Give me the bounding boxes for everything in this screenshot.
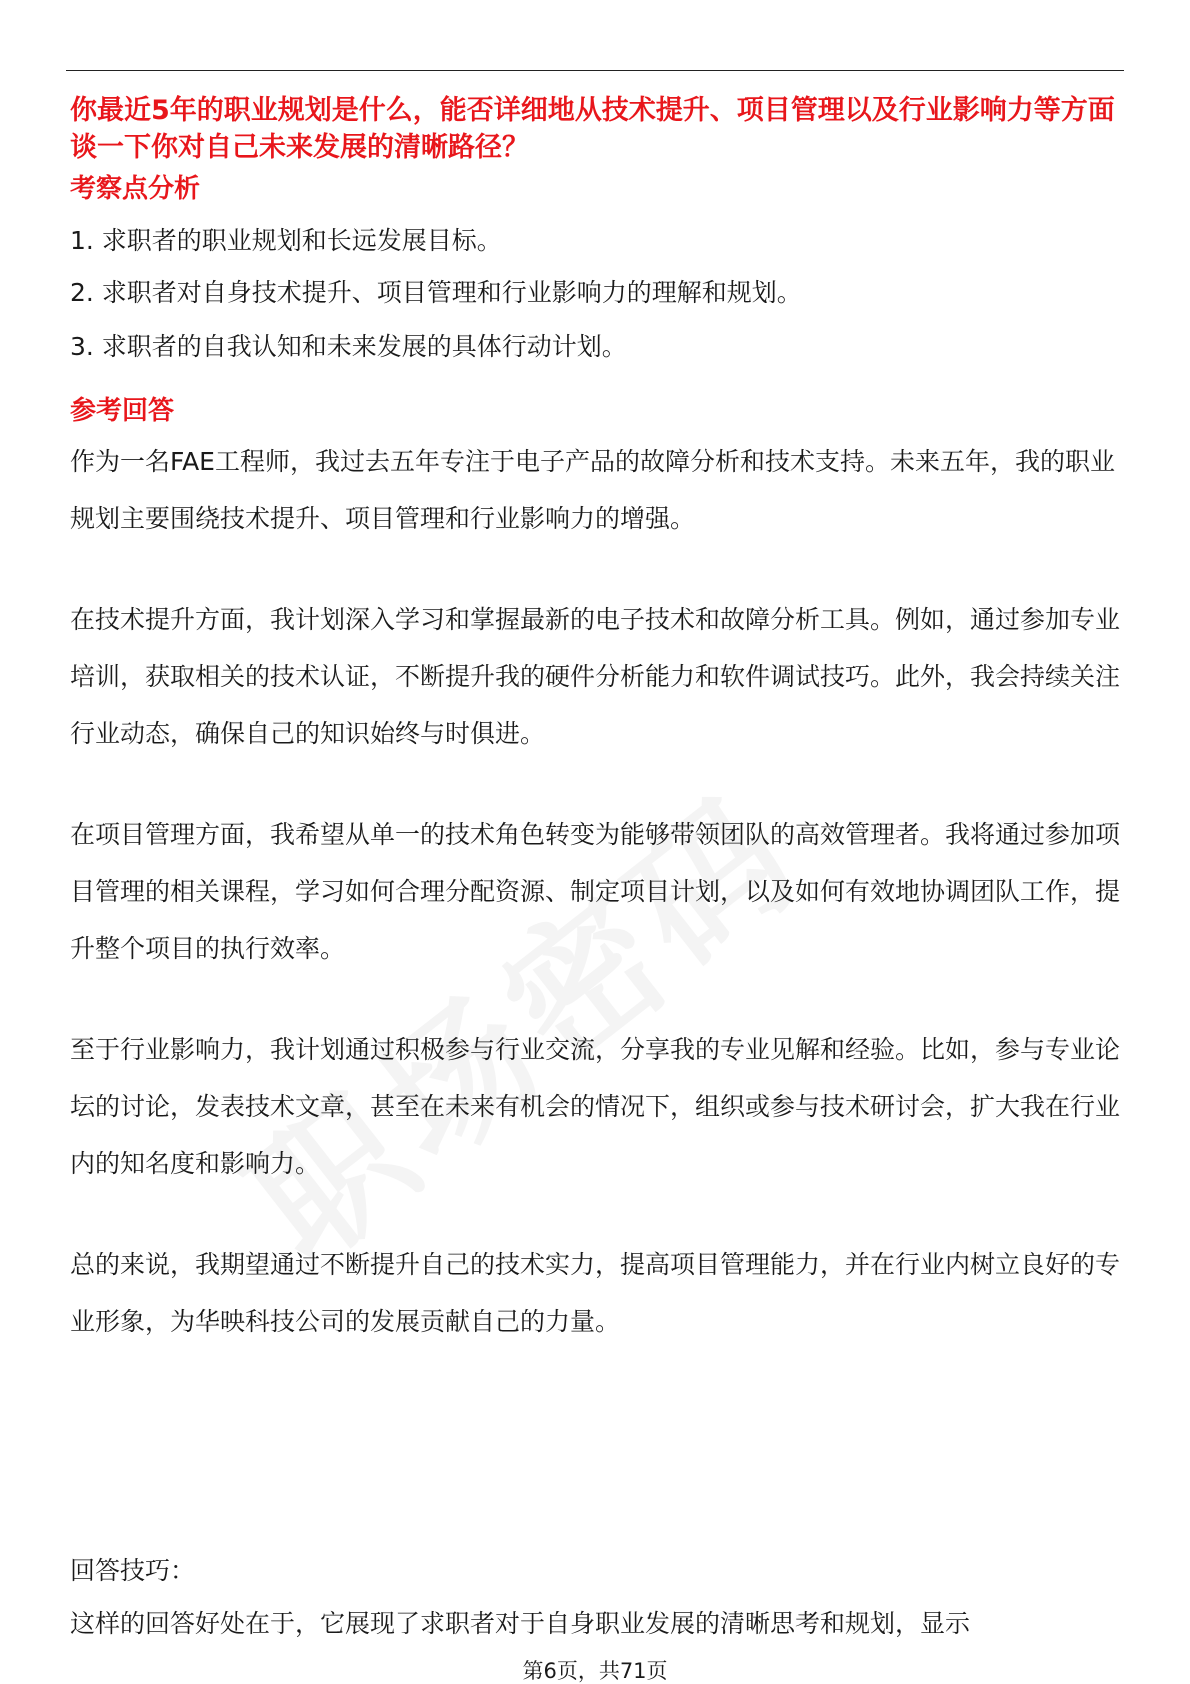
analysis-heading: 考察点分析 (70, 174, 201, 204)
page-number: 第6页，共71页 (522, 1659, 668, 1683)
tips-label: 回答技巧： (70, 1556, 196, 1585)
question-text: 你最近5年的职业规划是什么，能否详细地从技术提升、项目管理以及行业影响力等方面谈一下你对自己未来发展的清晰路径？ (70, 95, 1115, 163)
tips-text: 这样的回答好处在于，它展现了求职者对于自身职业发展的清晰思考和规划，显示 (70, 1609, 971, 1638)
analysis-item: 2. 求职者对自身技术提升、项目管理和行业影响力的理解和规划。 (70, 278, 802, 307)
analysis-item: 1. 求职者的职业规划和长远发展目标。 (70, 226, 502, 255)
answer-paragraph: 在项目管理方面，我希望从单一的技术角色转变为能够带领团队的高效管理者。我将通过参加项目管理的相关课程，学习如何合理分配资源、制定项目计划，以及如何有效地协调团队工作，提升整个项目的执行效率。 (70, 820, 1121, 963)
answer-heading: 参考回答 (70, 396, 175, 426)
answer-paragraph: 在技术提升方面，我计划深入学习和掌握最新的电子技术和故障分析工具。例如，通过参加专业培训，获取相关的技术认证，不断提升我的硬件分析能力和软件调试技巧。此外，我会持续关注行业动态，确保自己的知识始终与时俱进。 (70, 605, 1121, 748)
top-rule (66, 70, 1124, 71)
analysis-item: 3. 求职者的自我认知和未来发展的具体行动计划。 (70, 332, 627, 361)
answer-paragraph: 作为一名FAE工程师，我过去五年专注于电子产品的故障分析和技术支持。未来五年，我的职业规划主要围绕技术提升、项目管理和行业影响力的增强。 (70, 447, 1115, 533)
answer-paragraph: 总的来说，我期望通过不断提升自己的技术实力，提高项目管理能力，并在行业内树立良好的专业形象，为华映科技公司的发展贡献自己的力量。 (70, 1250, 1121, 1336)
answer-paragraph: 至于行业影响力，我计划通过积极参与行业交流，分享我的专业见解和经验。比如，参与专业论坛的讨论，发表技术文章，甚至在未来有机会的情况下，组织或参与技术研讨会，扩大我在行业内的知名度和影响力。 (70, 1035, 1121, 1178)
